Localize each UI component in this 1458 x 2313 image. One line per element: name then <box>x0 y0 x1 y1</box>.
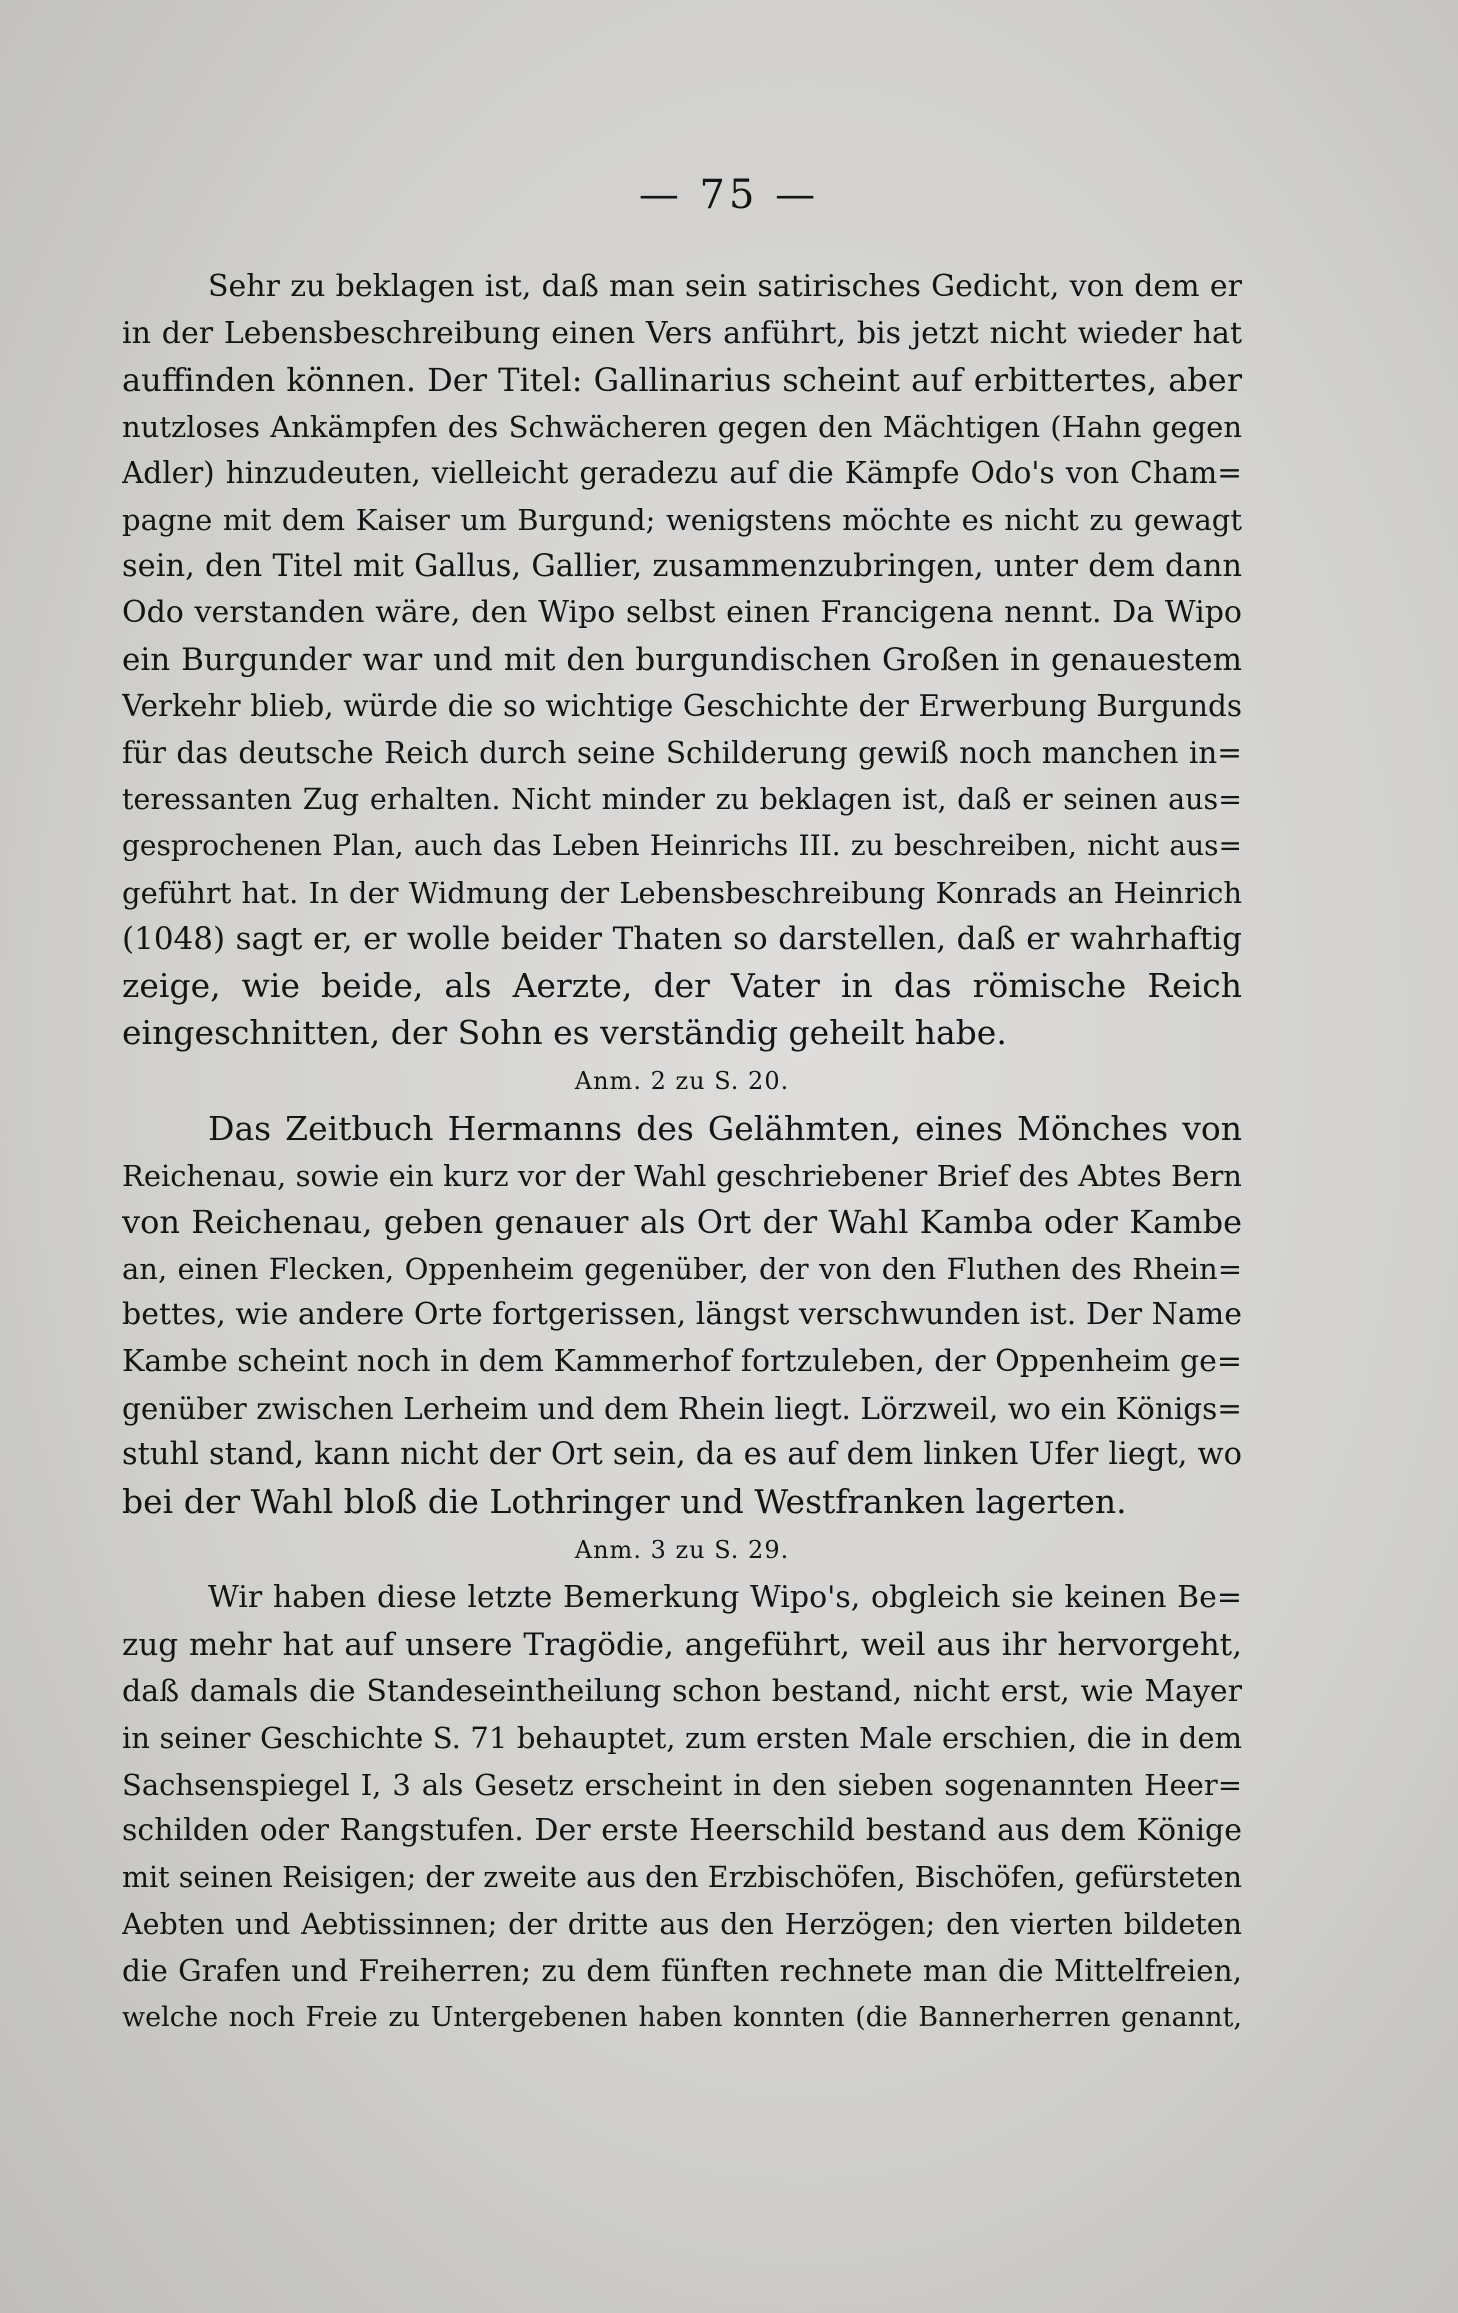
page-body <box>122 264 1242 2041</box>
text-line: Das Zeitbuch Hermanns des Gelähmten, eines Mönches von <box>208 1109 1242 1149</box>
page-number: — 75 — <box>638 172 820 218</box>
text-line: Kambe scheint noch in dem Kammerhof fortzuleben, der Oppenheim ge= <box>122 1344 1242 1380</box>
note-heading: Anm. 2 zu S. 20. <box>574 1067 790 1096</box>
text-line: die Grafen und Freiherren; zu dem fünften rechnete man die Mittelfreien, <box>122 1954 1242 1989</box>
text-line: bettes, wie andere Orte fortgerissen, längst verschwunden ist. Der Name <box>122 1297 1242 1333</box>
text-line: Odo verstanden wäre, den Wipo selbst einen Francigena nennt. Da Wipo <box>122 595 1242 631</box>
text-line: stuhl stand, kann nicht der Ort sein, da es auf dem linken Ufer liegt, wo <box>122 1437 1242 1473</box>
text-line: in der Lebensbeschreibung einen Vers anführt, bis jetzt nicht wieder hat <box>122 315 1242 351</box>
text-line: daß damals die Standeseintheilung schon bestand, nicht erst, wie Mayer <box>122 1673 1242 1709</box>
text-line: in seiner Geschichte S. 71 behauptet, zum ersten Male erschien, die in dem <box>122 1721 1242 1756</box>
text-line: genüber zwischen Lerheim und dem Rhein liegt. Lörzweil, wo ein Königs= <box>122 1391 1242 1426</box>
text-line: Verkehr blieb, würde die so wichtige Geschichte der Erwerbung Burgunds <box>122 689 1242 724</box>
text-line: nutzloses Ankämpfen des Schwächeren gegen den Mächtigen (Hahn gegen <box>122 409 1242 444</box>
text-line: Wir haben diese letzte Bemerkung Wipo's, obgleich sie keinen Be= <box>208 1580 1242 1616</box>
text-line: schilden oder Rangstufen. Der erste Heerschild bestand aus dem Könige <box>122 1813 1242 1849</box>
paragraph-wipo-satire <box>122 264 1242 1056</box>
text-line: bei der Wahl bloß die Lothringer und Westfranken lagerten. <box>122 1481 1127 1521</box>
text-line: geführt hat. In der Widmung der Lebensbeschreibung Konrads an Heinrich <box>122 875 1242 910</box>
text-line: mit seinen Reisigen; der zweite aus den Erzbischöfen, Bischöfen, gefürsteten <box>122 1861 1242 1894</box>
text-line: Sachsenspiegel I, 3 als Gesetz erscheint in den sieben sogenannten Heer= <box>122 1767 1242 1802</box>
text-line: von Reichenau, geben genauer als Ort der Wahl Kamba oder Kambe <box>122 1203 1242 1242</box>
text-line: Adler) hinzudeuten, vielleicht geradezu auf die Kämpfe Odo's von Cham= <box>122 456 1242 491</box>
text-line: an, einen Flecken, Oppenheim gegenüber, der von den Fluthen des Rhein= <box>122 1251 1242 1286</box>
paragraph-heerschild <box>122 1575 1242 2041</box>
paragraph-kamba-election <box>122 1106 1242 1525</box>
text-line: für das deutsche Reich durch seine Schilderung gewiß noch manchen in= <box>122 735 1242 770</box>
text-line: Reichenau, sowie ein kurz vor der Wahl geschriebener Brief des Abtes Bern <box>122 1158 1242 1193</box>
text-line: Aebten und Aebtissinnen; der dritte aus den Herzögen; den vierten bildeten <box>122 1907 1242 1941</box>
text-line: teressanten Zug erhalten. Nicht minder zu beklagen ist, daß er seinen aus= <box>122 782 1242 816</box>
text-line: pagne mit dem Kaiser um Burgund; wenigstens möchte es nicht zu gewagt <box>122 502 1242 537</box>
text-line: sein, den Titel mit Gallus, Gallier, zusammenzubringen, unter dem dann <box>122 548 1242 584</box>
text-line: eingeschnitten, der Sohn es verständig geheilt habe. <box>122 1012 1007 1052</box>
text-line: zug mehr hat auf unsere Tragödie, angeführt, weil aus ihr hervorgeht, <box>122 1627 1242 1664</box>
text-line: Sehr zu beklagen ist, daß man sein satirisches Gedicht, von dem er <box>208 269 1242 304</box>
text-line: auffinden können. Der Titel: Gallinarius scheint auf erbittertes, aber <box>122 361 1242 400</box>
text-line: welche noch Freie zu Untergebenen haben konnten (die Bannerherren genannt, <box>122 2001 1242 2033</box>
text-line: ein Burgunder war und mit den burgundischen Großen in genauestem <box>122 641 1242 678</box>
text-line: (1048) sagt er, er wolle beider Thaten so darstellen, daß er wahrhaftig <box>122 921 1242 958</box>
note-heading: Anm. 3 zu S. 29. <box>574 1536 790 1565</box>
text-line: gesprochenen Plan, auch das Leben Heinrichs III. zu beschreiben, nicht aus= <box>122 829 1242 863</box>
text-line: zeige, wie beide, als Aerzte, der Vater in das römische Reich <box>122 965 1242 1005</box>
